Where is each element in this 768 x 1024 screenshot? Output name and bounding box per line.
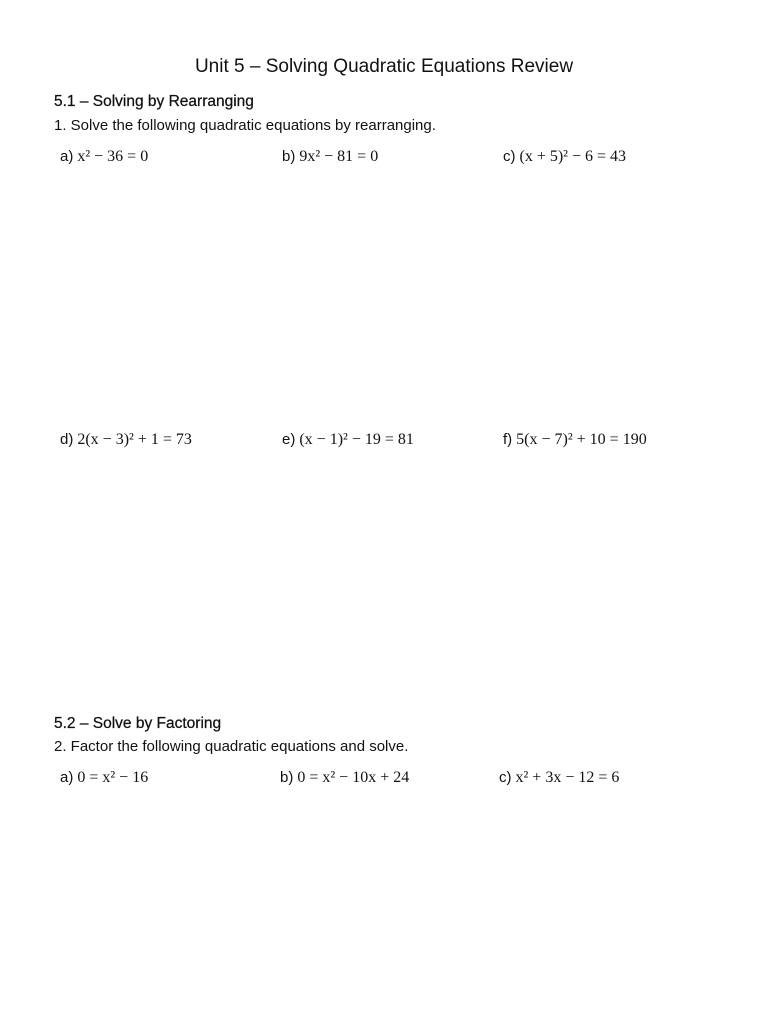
problem-1f bbox=[503, 431, 647, 449]
problem-1b bbox=[282, 148, 378, 166]
problem-1a bbox=[60, 148, 148, 166]
problem-equation: 0 = x² − 16 bbox=[77, 769, 149, 786]
problem-label: d) bbox=[60, 431, 74, 448]
problem-label: a) bbox=[60, 769, 74, 786]
problem-label: b) bbox=[280, 769, 294, 786]
problem-equation: (x + 5)² − 6 = 43 bbox=[519, 148, 627, 165]
problem-1e bbox=[282, 431, 414, 449]
problem-equation: 5(x − 7)² + 10 = 190 bbox=[516, 431, 647, 448]
problem-equation: 9x² − 81 = 0 bbox=[299, 148, 379, 165]
section-heading-factoring: 5.2 – Solve by Factoring bbox=[54, 715, 222, 732]
problem-label: a) bbox=[60, 148, 74, 165]
problem-1d bbox=[60, 431, 192, 449]
problem-2b bbox=[280, 769, 409, 787]
problem-label: e) bbox=[282, 431, 296, 448]
problem-equation: 2(x − 3)² + 1 = 73 bbox=[77, 431, 192, 448]
problem-equation: x² + 3x − 12 = 6 bbox=[515, 769, 620, 786]
problem-label: f) bbox=[503, 431, 513, 448]
problem-2c bbox=[499, 769, 619, 787]
problem-equation: (x − 1)² − 19 = 81 bbox=[299, 431, 414, 448]
problem-1c bbox=[503, 148, 626, 166]
instruction-factoring: 2. Factor the following quadratic equations and solve. bbox=[54, 738, 409, 755]
problem-label: b) bbox=[282, 148, 296, 165]
problem-2a bbox=[60, 769, 148, 787]
problem-label: c) bbox=[499, 769, 512, 786]
problem-label: c) bbox=[503, 148, 516, 165]
section-heading-rearranging: 5.1 – Solving by Rearranging bbox=[54, 93, 254, 110]
problem-equation: 0 = x² − 10x + 24 bbox=[297, 769, 410, 786]
worksheet-title: Unit 5 – Solving Quadratic Equations Review bbox=[194, 56, 574, 77]
instruction-rearranging: 1. Solve the following quadratic equations by rearranging. bbox=[54, 117, 436, 134]
problem-equation: x² − 36 = 0 bbox=[77, 148, 149, 165]
